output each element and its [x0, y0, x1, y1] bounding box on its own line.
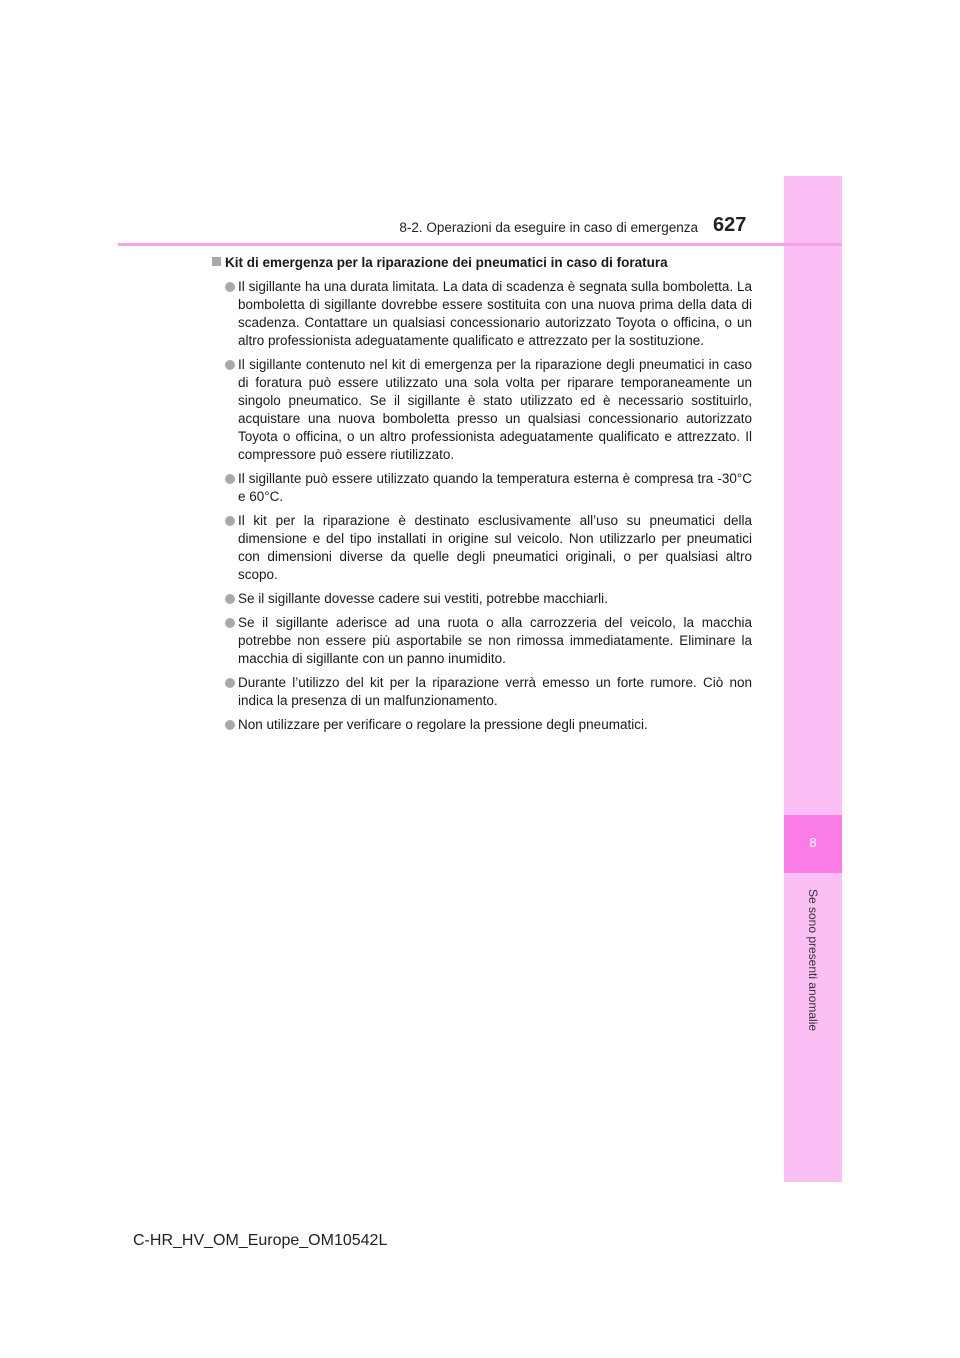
list-item: [212, 674, 752, 710]
section-heading: [212, 254, 752, 272]
main-content: [212, 254, 752, 740]
list-item: [212, 590, 752, 608]
bullet-dot-icon: [225, 594, 235, 604]
list-item-text: Il sigillante ha una durata limitata. La data di scadenza è segnata sulla bomboletta. La bomboletta di sigillante dovrebbe essere sostituita con una nuova prima della data di scadenza. Contattare un qualsiasi concessionario autorizzato Toyota o officina, o un altro professionista adeguatamente qualificato e attrezzato per la sostituzione.: [238, 279, 752, 348]
list-item-text: Non utilizzare per verificare o regolare la pressione degli pneumatici.: [238, 717, 648, 732]
chapter-label: Se sono presenti anomalie: [806, 888, 820, 1032]
bullet-dot-icon: [225, 516, 235, 526]
bullet-dot-icon: [225, 360, 235, 370]
list-item-text: Il kit per la riparazione è destinato esclusivamente all’uso su pneumatici della dimensione e del tipo installati in origine sul veicolo. Non utilizzarlo per pneumatici con dimensioni diverse da quelle degli pneumatici originali, o per qualsiasi altro scopo.: [238, 513, 752, 582]
list-item: [212, 356, 752, 464]
bullet-dot-icon: [225, 282, 235, 292]
list-item: [212, 512, 752, 584]
list-item: [212, 278, 752, 350]
list-item: [212, 614, 752, 668]
list-item-text: Il sigillante contenuto nel kit di emergenza per la riparazione degli pneumatici in caso di foratura può essere utilizzato una sola volta per riparare temporaneamente un singolo pneumatico. Se il sigillante è stato utilizzato ed è necessario sostituirlo, acquistare una nuova bomboletta presso un qualsiasi concessionario autorizzato Toyota o officina, o un altro professionista adeguatamente qualificato e attrezzato. Il compressore può essere riutilizzato.: [238, 357, 752, 462]
document-code: C-HR_HV_OM_Europe_OM10542L: [133, 1232, 388, 1249]
notes-list: [212, 278, 752, 734]
section-heading-text: Kit di emergenza per la riparazione dei pneumatici in caso di foratura: [225, 255, 668, 270]
chapter-number: 8: [809, 835, 817, 850]
chapter-number-box: [784, 815, 842, 873]
bullet-dot-icon: [225, 720, 235, 730]
header-divider: [118, 243, 842, 246]
square-bullet-icon: [212, 257, 221, 266]
list-item-text: Durante l’utilizzo del kit per la riparazione verrà emesso un forte rumore. Ciò non indica la presenza di un malfunzionamento.: [238, 675, 752, 708]
bullet-dot-icon: [225, 474, 235, 484]
list-item-text: Il sigillante può essere utilizzato quando la temperatura esterna è compresa tra -30°C e 60°C.: [238, 471, 752, 504]
bullet-dot-icon: [225, 618, 235, 628]
list-item-text: Se il sigillante aderisce ad una ruota o alla carrozzeria del veicolo, la macchia potrebbe non essere più asportabile se non rimossa immediatamente. Eliminare la macchia di sigillante con un panno inumidito.: [238, 615, 752, 666]
list-item-text: Se il sigillante dovesse cadere sui vestiti, potrebbe macchiarli.: [238, 591, 608, 606]
list-item: [212, 716, 752, 734]
chapter-side-tab: [784, 176, 842, 1182]
bullet-dot-icon: [225, 678, 235, 688]
list-item: [212, 470, 752, 506]
section-title: 8-2. Operazioni da eseguire in caso di emergenza: [399, 220, 698, 235]
page-number: 627: [713, 214, 747, 236]
